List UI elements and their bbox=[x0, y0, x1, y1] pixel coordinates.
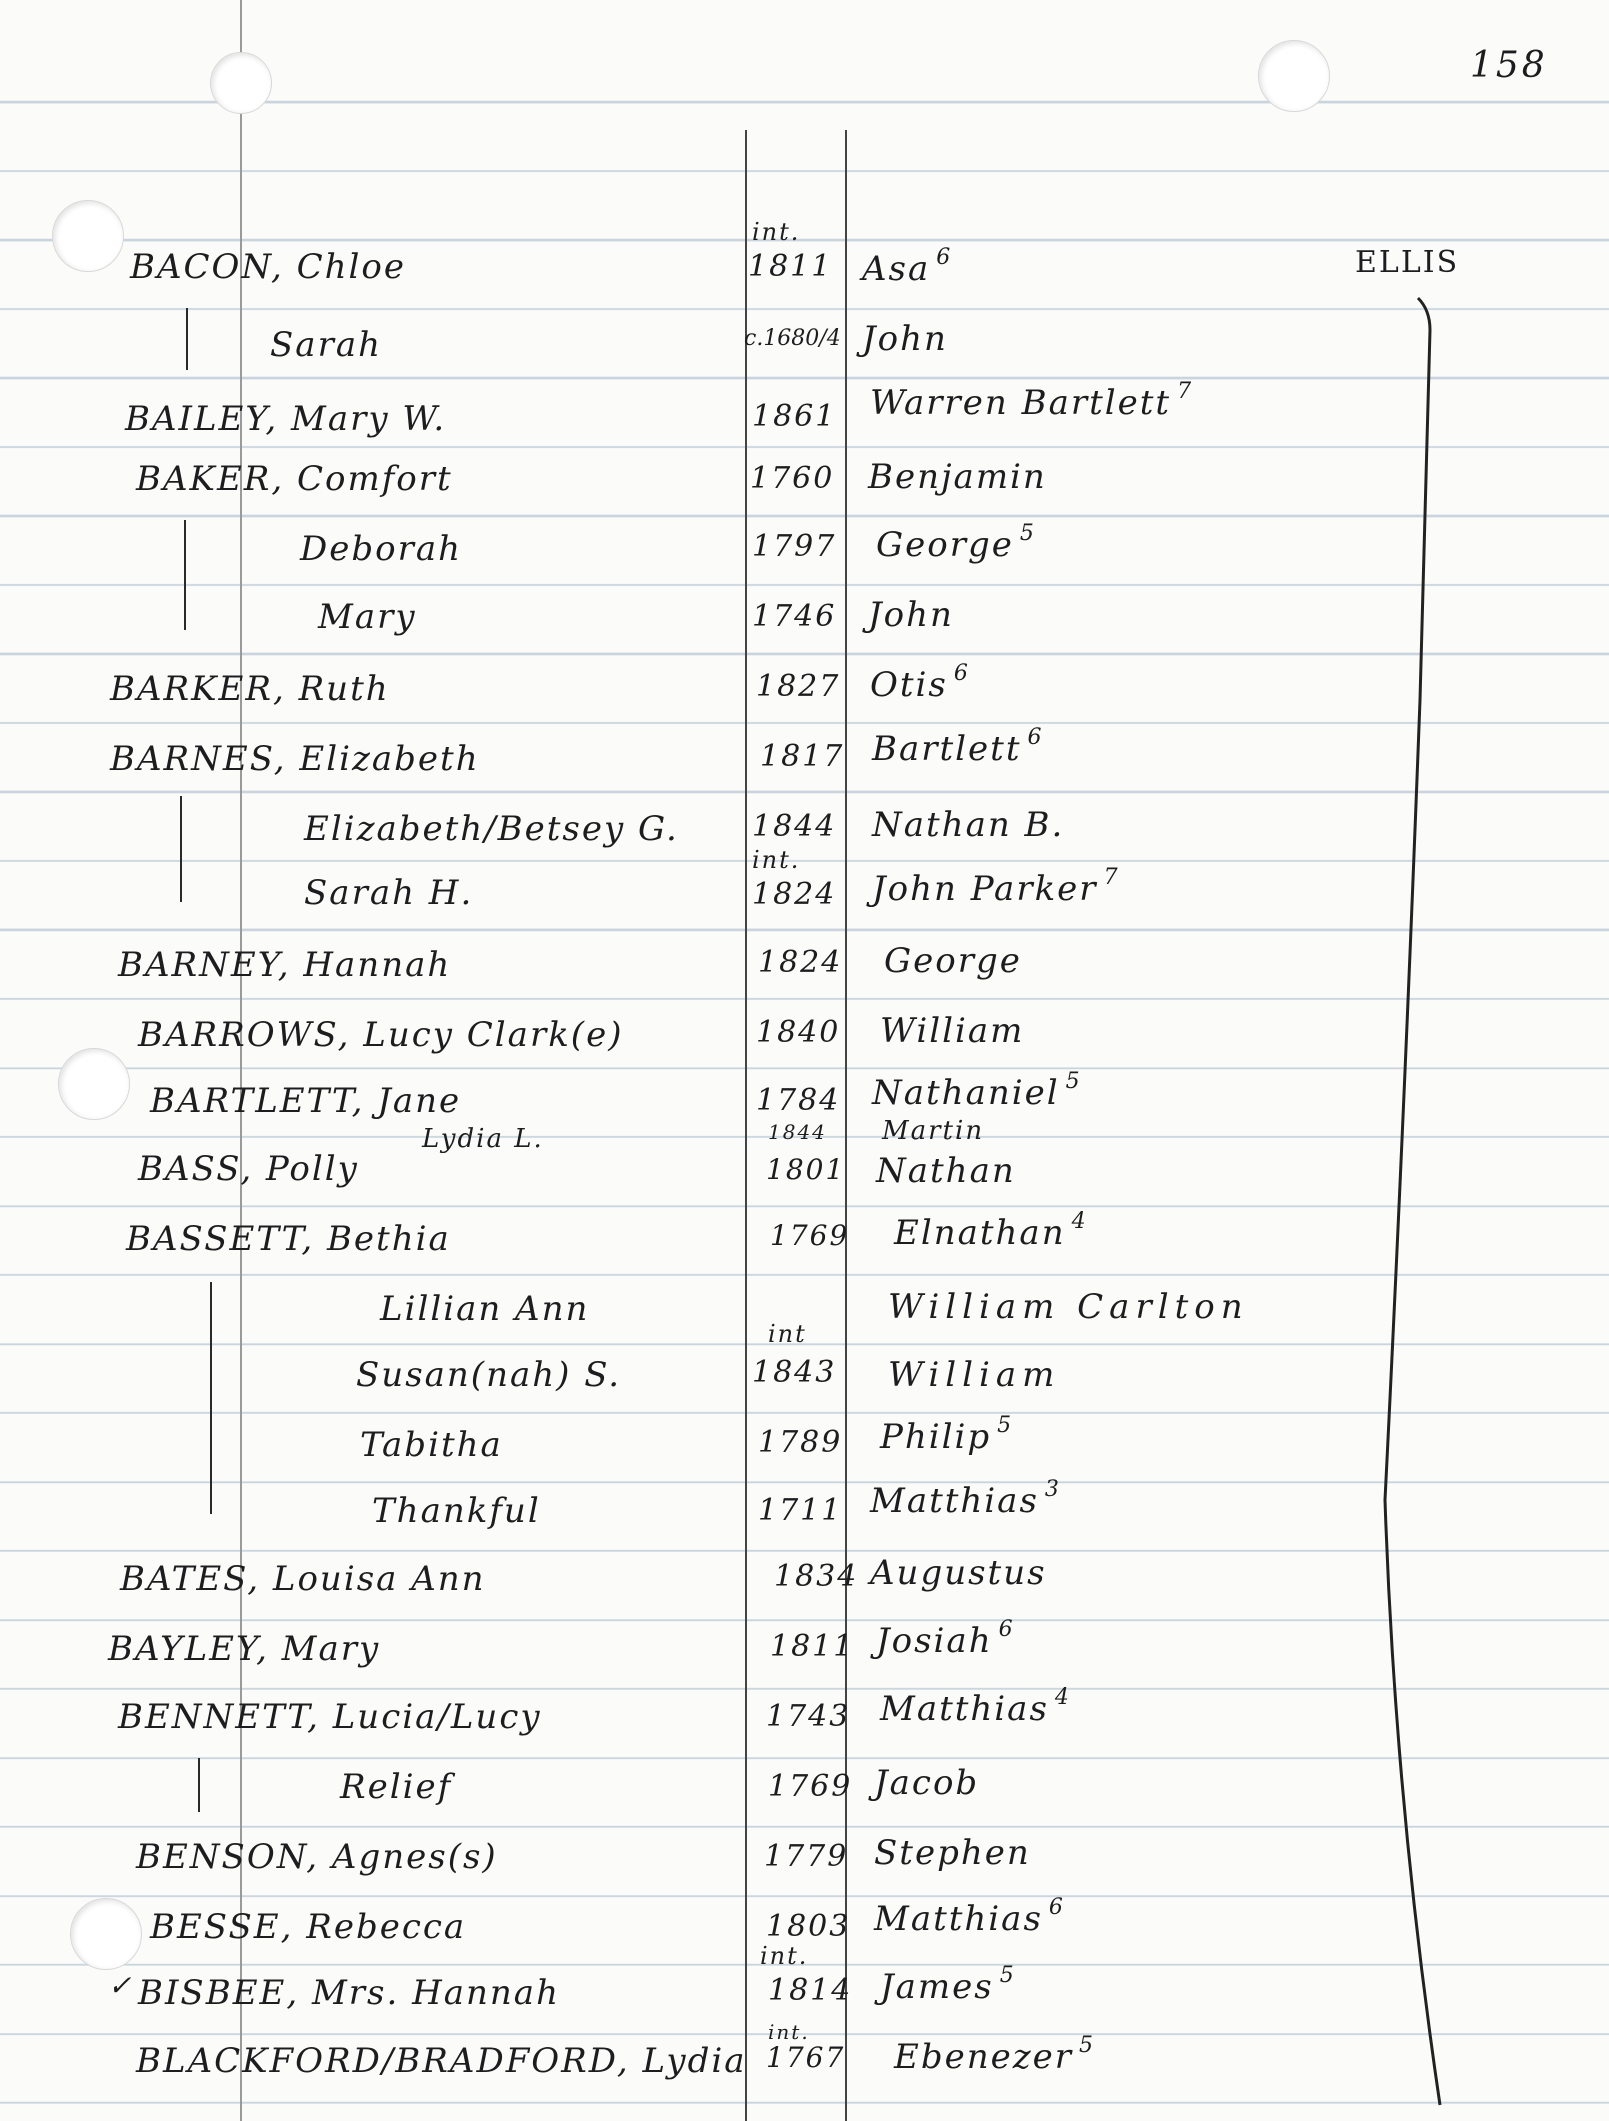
entry-year: 1824 bbox=[758, 945, 843, 980]
spouse-name: Bartlett bbox=[872, 729, 1022, 769]
entry-name: BLACKFORD/BRADFORD, Lydia bbox=[136, 2041, 747, 2081]
generation-number: 5 bbox=[1079, 2033, 1096, 2058]
check-mark: ✓ bbox=[108, 1969, 134, 2002]
generation-number: 5 bbox=[1019, 521, 1036, 546]
entry-spouse bbox=[874, 1833, 1037, 1873]
entry-spouse bbox=[870, 1477, 1061, 1521]
spouse-name: Augustus bbox=[870, 1553, 1047, 1593]
group-bracket-bennett bbox=[198, 1758, 200, 1812]
entry-year: 1746 bbox=[752, 599, 837, 634]
entry-spouse bbox=[880, 1413, 1014, 1457]
surname-heading: ELLIS bbox=[1355, 245, 1460, 280]
entry-year: 1843 bbox=[752, 1355, 837, 1390]
entry-name: BATES, Louisa Ann bbox=[120, 1559, 486, 1599]
spouse-name: Otis bbox=[870, 665, 948, 705]
generation-number: 5 bbox=[999, 1963, 1016, 1988]
entry-name: BAILEY, Mary W. bbox=[125, 399, 447, 439]
entry-name: Mary bbox=[318, 597, 417, 637]
entry-year: 1844 bbox=[752, 809, 837, 844]
entry-year: c.1680/4 bbox=[744, 326, 841, 351]
entry-name: BENNETT, Lucia/Lucy bbox=[118, 1697, 542, 1737]
spouse-name: Stephen bbox=[874, 1833, 1031, 1873]
spouse-name: Jacob bbox=[874, 1763, 980, 1803]
entry-spouse bbox=[888, 1287, 1255, 1327]
entry-year: 1824 bbox=[752, 877, 837, 912]
entry-name: BESSE, Rebecca bbox=[150, 1907, 467, 1947]
generation-number: 7 bbox=[1103, 865, 1120, 890]
intention-tag: int. bbox=[760, 1942, 809, 1970]
entry-spouse bbox=[876, 1151, 1022, 1191]
entry-year: 1779 bbox=[764, 1839, 849, 1874]
generation-number: 6 bbox=[936, 245, 953, 270]
entry-year: 1801 bbox=[766, 1153, 846, 1186]
spouse-name: Elnathan bbox=[894, 1213, 1066, 1253]
entry-spouse bbox=[880, 1011, 1030, 1051]
entry-year: 1861 bbox=[752, 399, 837, 434]
entry-year: 1811 bbox=[770, 1629, 855, 1664]
entry-year: 1767 bbox=[766, 2041, 846, 2074]
spouse-name: William Carlton bbox=[888, 1287, 1249, 1327]
entry-spouse bbox=[868, 457, 1053, 497]
entry-name: Lydia L. bbox=[422, 1124, 544, 1154]
page-number: 158 bbox=[1470, 45, 1548, 86]
entry-year: 1834 bbox=[774, 1559, 859, 1594]
group-bracket-barnes bbox=[180, 796, 182, 902]
spouse-name: Ebenezer bbox=[894, 2037, 1074, 2077]
entry-year: 1844 bbox=[768, 1120, 827, 1144]
entry-spouse bbox=[872, 865, 1120, 909]
generation-number: 5 bbox=[1065, 1069, 1082, 1094]
spouse-name: James bbox=[880, 1967, 994, 2007]
entry-year: 1803 bbox=[766, 1909, 851, 1944]
spouse-name: Matthias bbox=[870, 1481, 1039, 1521]
entry-spouse bbox=[870, 661, 970, 705]
spouse-name: Martin bbox=[882, 1116, 985, 1146]
group-bracket-baker bbox=[184, 520, 186, 630]
entry-spouse bbox=[876, 1617, 1015, 1661]
entry-name: BARNEY, Hannah bbox=[118, 945, 452, 985]
spouse-name: Warren Bartlett bbox=[870, 383, 1172, 423]
spouse-name: George bbox=[884, 941, 1022, 981]
intention-tag: int. bbox=[752, 218, 801, 246]
spouse-name: Benjamin bbox=[868, 457, 1047, 497]
entry-spouse bbox=[884, 941, 1028, 981]
group-bracket-bacon bbox=[186, 308, 188, 370]
spouse-name: Matthias bbox=[874, 1899, 1043, 1939]
entry-name: BARNES, Elizabeth bbox=[110, 739, 480, 779]
entry-year: 1760 bbox=[750, 461, 835, 496]
entry-spouse bbox=[872, 805, 1070, 845]
entry-year: 1817 bbox=[760, 739, 845, 774]
spouse-name: Nathan bbox=[876, 1151, 1016, 1191]
entry-year: 1840 bbox=[756, 1015, 841, 1050]
spouse-name: Matthias bbox=[880, 1689, 1049, 1729]
entry-name: Susan(nah) S. bbox=[356, 1355, 622, 1395]
entry-spouse bbox=[894, 2033, 1096, 2077]
intention-tag: int. bbox=[752, 846, 801, 874]
entry-spouse bbox=[880, 1963, 1016, 2007]
entry-name: BARTLETT, Jane bbox=[150, 1081, 462, 1121]
entry-year: 1784 bbox=[756, 1083, 841, 1118]
entry-spouse bbox=[868, 595, 960, 635]
entry-spouse bbox=[888, 1355, 1066, 1395]
entry-name: Lillian Ann bbox=[380, 1289, 590, 1329]
spouse-name: Josiah bbox=[876, 1621, 993, 1661]
entry-spouse bbox=[874, 1763, 985, 1803]
entry-year: 1789 bbox=[758, 1425, 843, 1460]
entry-spouse bbox=[870, 379, 1194, 423]
entry-name: BASS, Polly bbox=[138, 1149, 359, 1189]
generation-number: 6 bbox=[998, 1617, 1015, 1642]
entry-name: Sarah H. bbox=[304, 873, 474, 913]
entry-name: BARKER, Ruth bbox=[110, 669, 390, 709]
spouse-name: William bbox=[880, 1011, 1025, 1051]
generation-number: 6 bbox=[1048, 1895, 1065, 1920]
generation-number: 4 bbox=[1071, 1209, 1088, 1234]
entry-spouse bbox=[862, 319, 954, 359]
intention-tag: int bbox=[768, 1320, 807, 1348]
spouse-name: Nathaniel bbox=[872, 1073, 1060, 1113]
entry-spouse bbox=[872, 1069, 1082, 1113]
generation-number: 3 bbox=[1044, 1477, 1061, 1502]
entry-name: Sarah bbox=[270, 325, 382, 365]
entry-name: BAYLEY, Mary bbox=[108, 1629, 381, 1669]
entry-name: Thankful bbox=[372, 1491, 541, 1531]
entry-name: BACON, Chloe bbox=[130, 247, 406, 287]
entry-name: Relief bbox=[340, 1767, 453, 1807]
entry-spouse bbox=[874, 1895, 1065, 1939]
entry-name: BAKER, Comfort bbox=[136, 459, 453, 499]
generation-number: 5 bbox=[997, 1413, 1014, 1438]
spouse-name: William bbox=[888, 1355, 1061, 1395]
entry-spouse bbox=[894, 1209, 1088, 1253]
entry-spouse bbox=[862, 245, 953, 289]
entry-name: Deborah bbox=[300, 529, 463, 569]
entry-spouse bbox=[880, 1685, 1071, 1729]
generation-number: 4 bbox=[1054, 1685, 1071, 1710]
entry-year: 1811 bbox=[748, 249, 833, 284]
entry-year: 1797 bbox=[752, 529, 837, 564]
entry-name: BISBEE, Mrs. Hannah bbox=[138, 1973, 560, 2013]
entry-spouse bbox=[876, 521, 1036, 565]
intention-tag: int. bbox=[768, 2020, 810, 2044]
entry-year: 1743 bbox=[766, 1699, 851, 1734]
entry-name: BARROWS, Lucy Clark(e) bbox=[138, 1015, 624, 1055]
generation-number: 6 bbox=[953, 661, 970, 686]
entry-spouse bbox=[872, 725, 1044, 769]
entry-name: Elizabeth/Betsey G. bbox=[304, 809, 679, 849]
spouse-name: John bbox=[868, 595, 954, 635]
group-bracket-bassett bbox=[210, 1282, 212, 1514]
entry-spouse bbox=[882, 1118, 990, 1144]
entry-year: 1814 bbox=[768, 1973, 853, 2008]
spouse-name: John bbox=[862, 319, 948, 359]
spouse-name: Asa bbox=[862, 249, 931, 289]
entry-year: 1769 bbox=[770, 1219, 850, 1252]
entry-name: Tabitha bbox=[360, 1425, 503, 1465]
entry-name: BASSETT, Bethia bbox=[126, 1219, 451, 1259]
spouse-name: George bbox=[876, 525, 1014, 565]
entry-year: 1769 bbox=[768, 1769, 853, 1804]
entry-year: 1711 bbox=[758, 1493, 843, 1528]
spouse-name: Nathan B. bbox=[872, 805, 1065, 845]
entry-spouse bbox=[870, 1553, 1053, 1593]
entry-year: 1827 bbox=[756, 669, 841, 704]
entry-name: BENSON, Agnes(s) bbox=[136, 1837, 498, 1877]
spouse-name: John Parker bbox=[872, 869, 1098, 909]
generation-number: 7 bbox=[1177, 379, 1194, 404]
generation-number: 6 bbox=[1027, 725, 1044, 750]
spouse-name: Philip bbox=[880, 1417, 992, 1457]
